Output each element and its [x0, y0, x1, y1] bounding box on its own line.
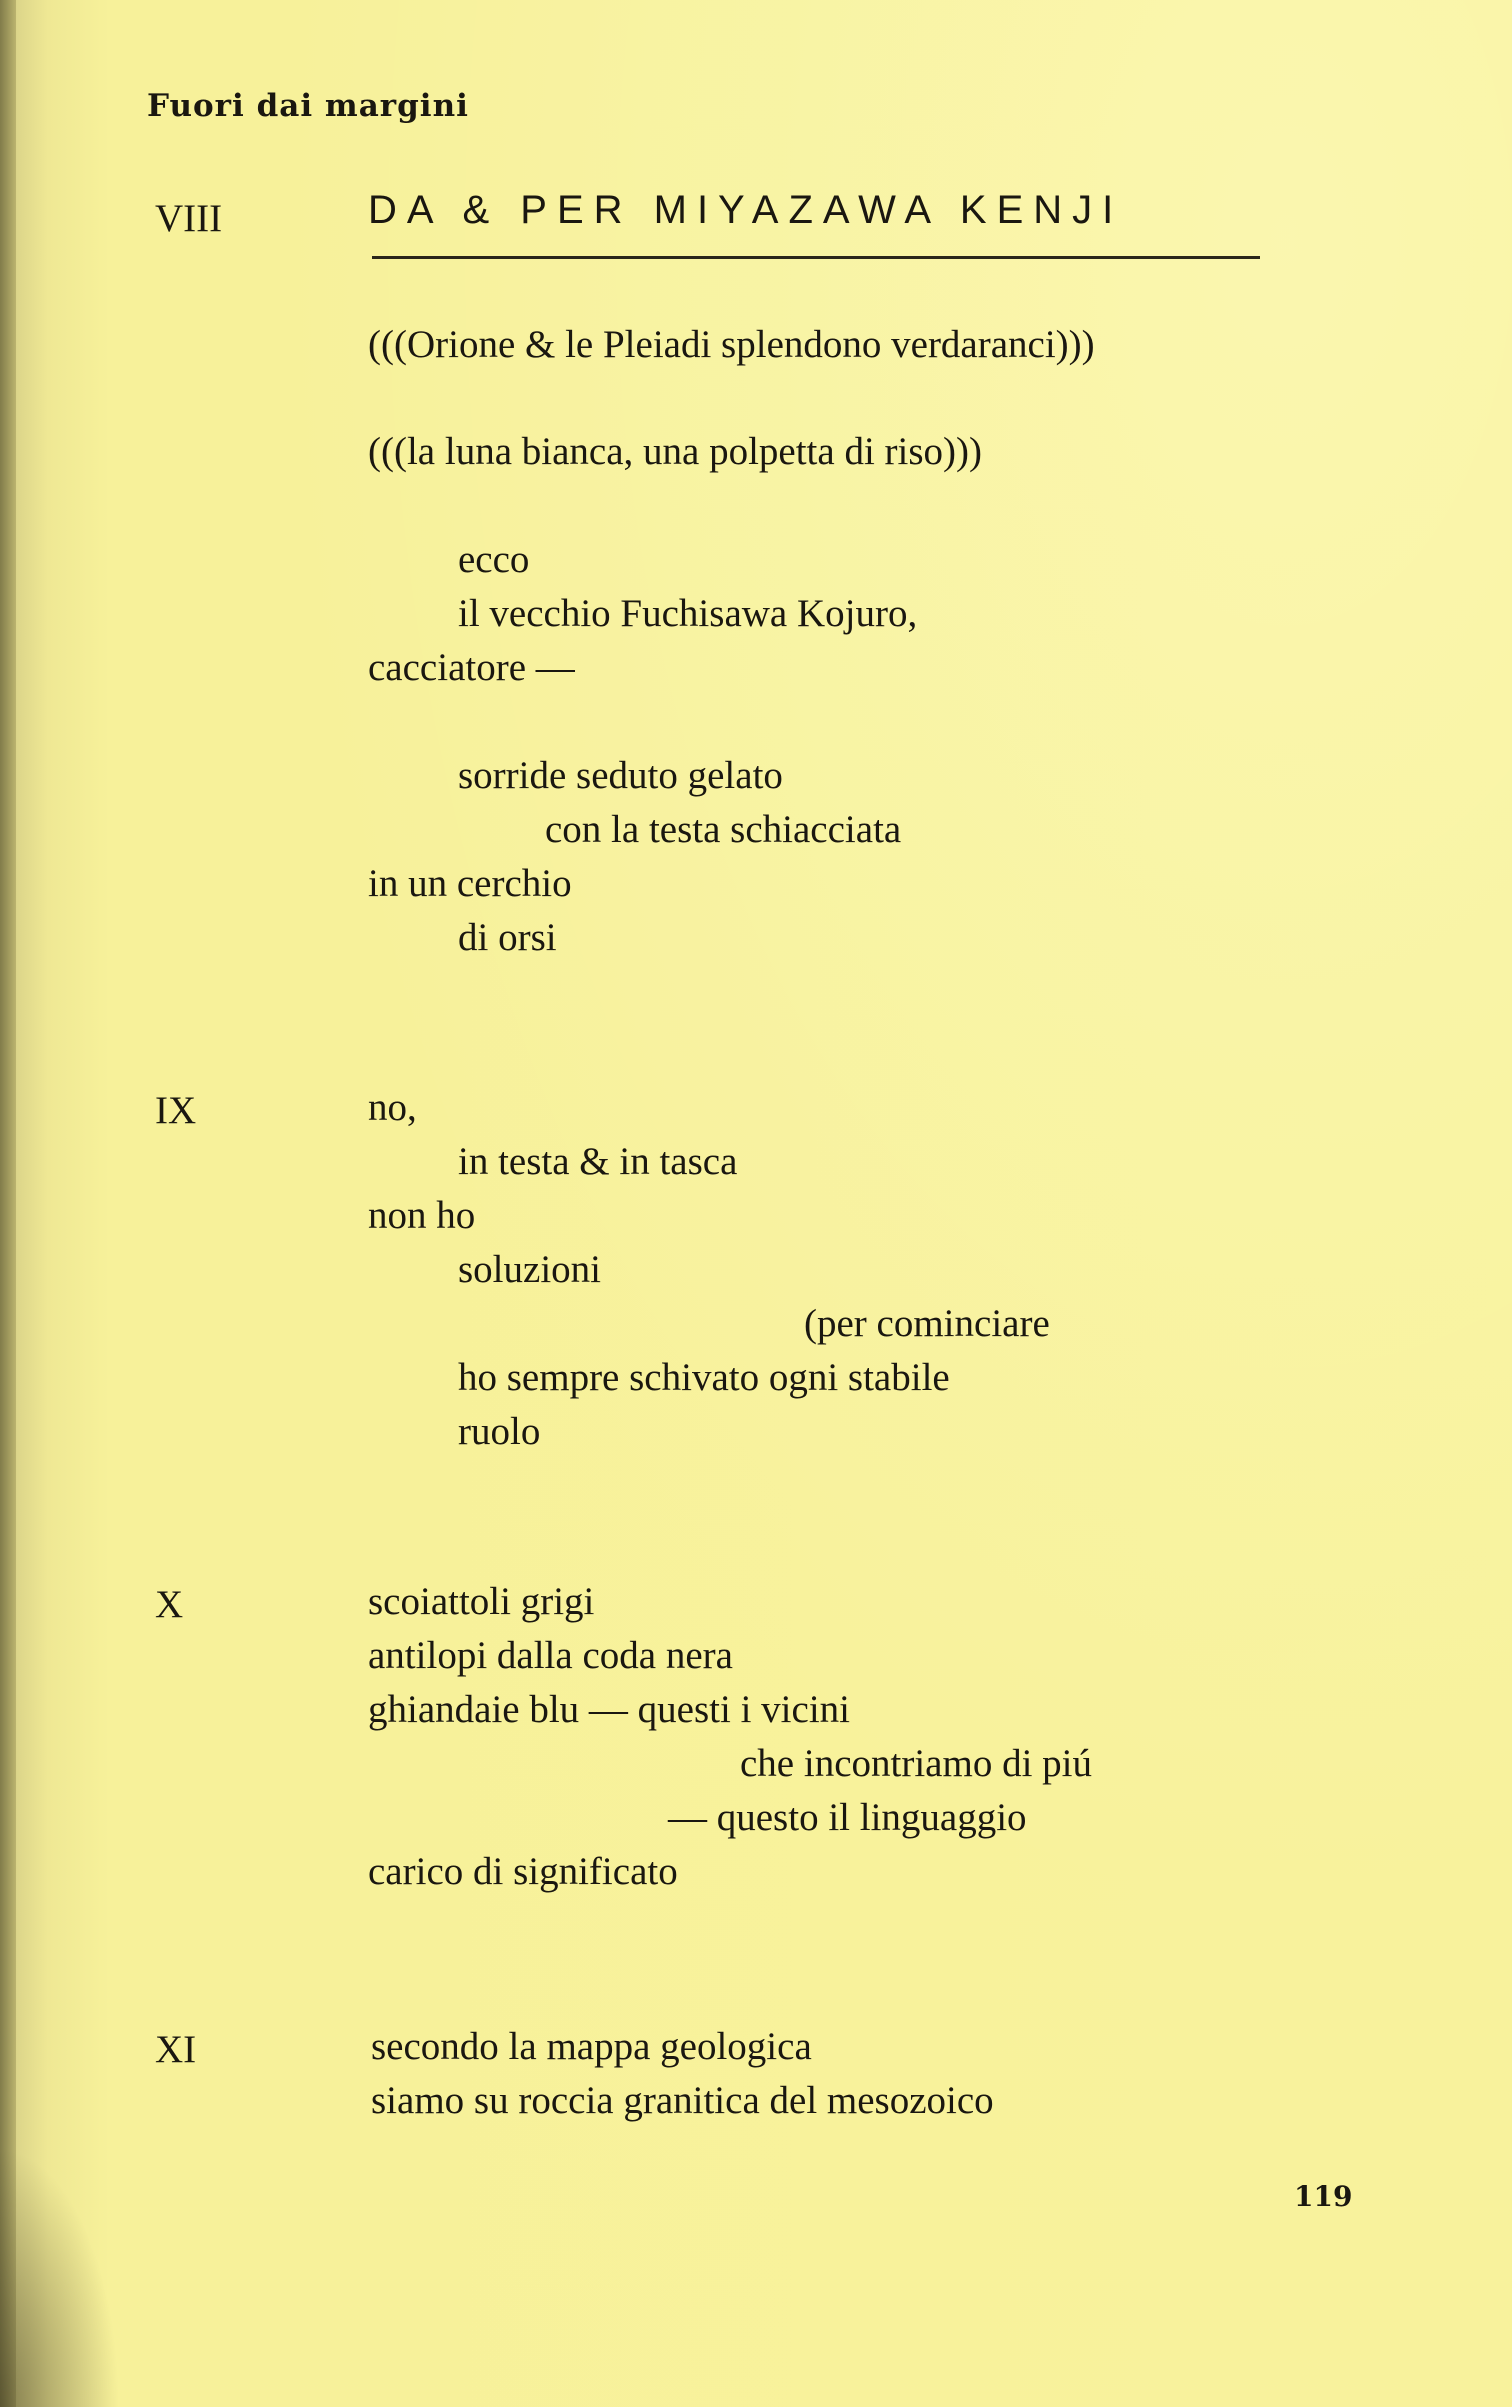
section-number-ix: IX	[155, 1089, 197, 1132]
poem-line: ho sempre schivato ogni stabile	[458, 1356, 950, 1399]
poem-line: cacciatore —	[368, 646, 575, 689]
page-spine-shadow	[0, 0, 16, 2407]
poem-line: (((la luna bianca, una polpetta di riso)))	[368, 430, 983, 473]
poem-line: carico di significato	[368, 1850, 678, 1893]
running-head: Fuori dai margini	[147, 88, 469, 124]
poem-line: siamo su roccia granitica del mesozoico	[371, 2079, 994, 2122]
poem-line: ghiandaie blu — questi i vicini	[368, 1688, 850, 1731]
poem-line: antilopi dalla coda nera	[368, 1634, 733, 1677]
poem-line: (((Orione & le Pleiadi splendono verdaranci)))	[368, 323, 1095, 366]
section-number-x: X	[155, 1583, 184, 1626]
poem-line: in un cerchio	[368, 862, 572, 905]
poem-title: DA & PER MIYAZAWA KENJI	[368, 188, 1124, 232]
poem-line: che incontriamo di piú	[740, 1742, 1092, 1785]
poem-line: il vecchio Fuchisawa Kojuro,	[458, 592, 918, 635]
poem-line: scoiattoli grigi	[368, 1580, 595, 1623]
poem-line: non ho	[368, 1194, 476, 1237]
poem-line: soluzioni	[458, 1248, 601, 1291]
poem-line: — questo il linguaggio	[668, 1796, 1027, 1839]
poem-line: sorride seduto gelato	[458, 754, 783, 797]
poem-line: no,	[368, 1086, 417, 1129]
section-number-viii: VIII	[155, 197, 223, 240]
page-corner-shadow	[0, 2147, 120, 2407]
poem-line: (per cominciare	[804, 1302, 1050, 1345]
poem-line: con la testa schiacciata	[545, 808, 902, 851]
poem-line: ruolo	[458, 1410, 541, 1453]
title-underline	[372, 256, 1260, 259]
poem-line: ecco	[458, 538, 530, 581]
poem-line: secondo la mappa geologica	[371, 2025, 812, 2068]
poem-line: in testa & in tasca	[458, 1140, 738, 1183]
section-number-xi: XI	[155, 2028, 197, 2071]
poem-line: di orsi	[458, 916, 557, 959]
page-number: 119	[1294, 2180, 1353, 2213]
